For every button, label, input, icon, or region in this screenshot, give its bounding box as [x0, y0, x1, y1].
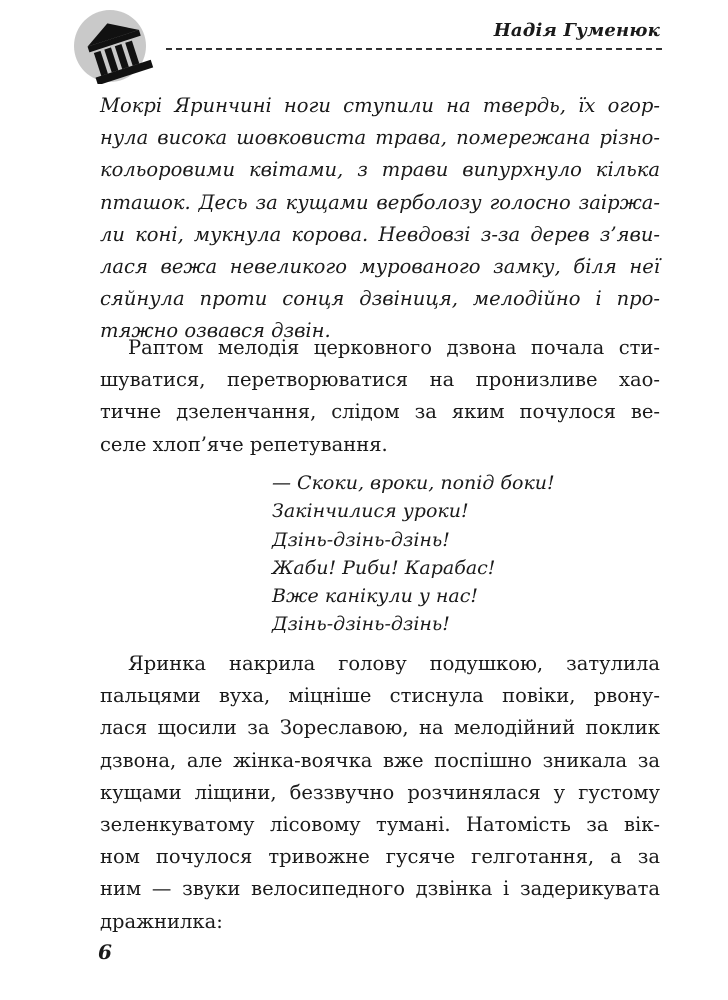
text-line: пташок. Десь за кущами верболозу голосно заіржа-: [100, 190, 660, 214]
poem-verse: [272, 469, 555, 639]
text-line: селе хлоп’яче репетування.: [100, 432, 388, 456]
text-line: кольоровими квітами, з трави випурхнуло кілька: [100, 158, 660, 182]
text-line: нула висока шовковиста трава, помережана різно-: [100, 126, 660, 150]
poem-line: Дзінь-дзінь-дзінь!: [272, 528, 450, 551]
poem-line: Вже канікули у нас!: [272, 585, 479, 608]
intro-paragraph: [100, 90, 660, 348]
paragraph-1: [100, 332, 660, 461]
text-line: зеленкуватому лісовому тумані. Натомість за вік-: [100, 813, 660, 837]
text-line: ли коні, мукнула корова. Невдовзі з-за дерев з’яви-: [100, 222, 660, 246]
poem-line: Закінчилися уроки!: [272, 500, 469, 523]
paragraph-2: [100, 648, 660, 938]
text-line: пальцями вуха, міцніше стиснула повіки, рвону-: [100, 684, 660, 708]
text-line: Яринка накрила голову подушкою, затулила: [128, 652, 660, 675]
text-line: тичне дзеленчання, слідом за яким почулося ве-: [100, 400, 660, 424]
text-line: тяжно озвався дзвін.: [100, 319, 331, 343]
poem-line: Жаби! Риби! Карабас!: [272, 556, 496, 579]
text-line: ним — звуки велосипедного дзвінка і задерикувата: [100, 877, 660, 901]
text-line: сяйнула проти сонця дзвіниця, мелодійно і про-: [100, 287, 660, 311]
page-number: 6: [98, 940, 112, 964]
text-line: ном почулося тривожне гусяче гелготання, а за: [100, 845, 660, 869]
text-line: Мокрі Яринчині ноги ступили на твердь, їх огор-: [100, 94, 660, 117]
text-line: лася щосили за Зореславою, на мелодійний поклик: [100, 716, 660, 740]
header-dashed-rule: [166, 48, 662, 50]
poem-line: — Скоки, вроки, попід боки!: [272, 472, 555, 494]
text-line: Раптом мелодія церковного дзвона почала сти-: [128, 336, 660, 359]
text-line: лася вежа невеликого мурованого замку, біля неї: [100, 255, 660, 279]
text-line: дражнилка:: [100, 909, 223, 933]
text-line: шуватися, перетворюватися на пронизливе хао-: [100, 368, 660, 392]
text-line: кущами ліщини, беззвучно розчинялася у густому: [100, 780, 660, 804]
building-emblem-icon: [72, 8, 154, 84]
header-author: Надія Гуменюк: [493, 20, 660, 41]
text-line: дзвона, але жінка-воячка вже поспішно зникала за: [100, 748, 660, 772]
poem-line: Дзінь-дзінь-дзінь!: [272, 613, 450, 636]
